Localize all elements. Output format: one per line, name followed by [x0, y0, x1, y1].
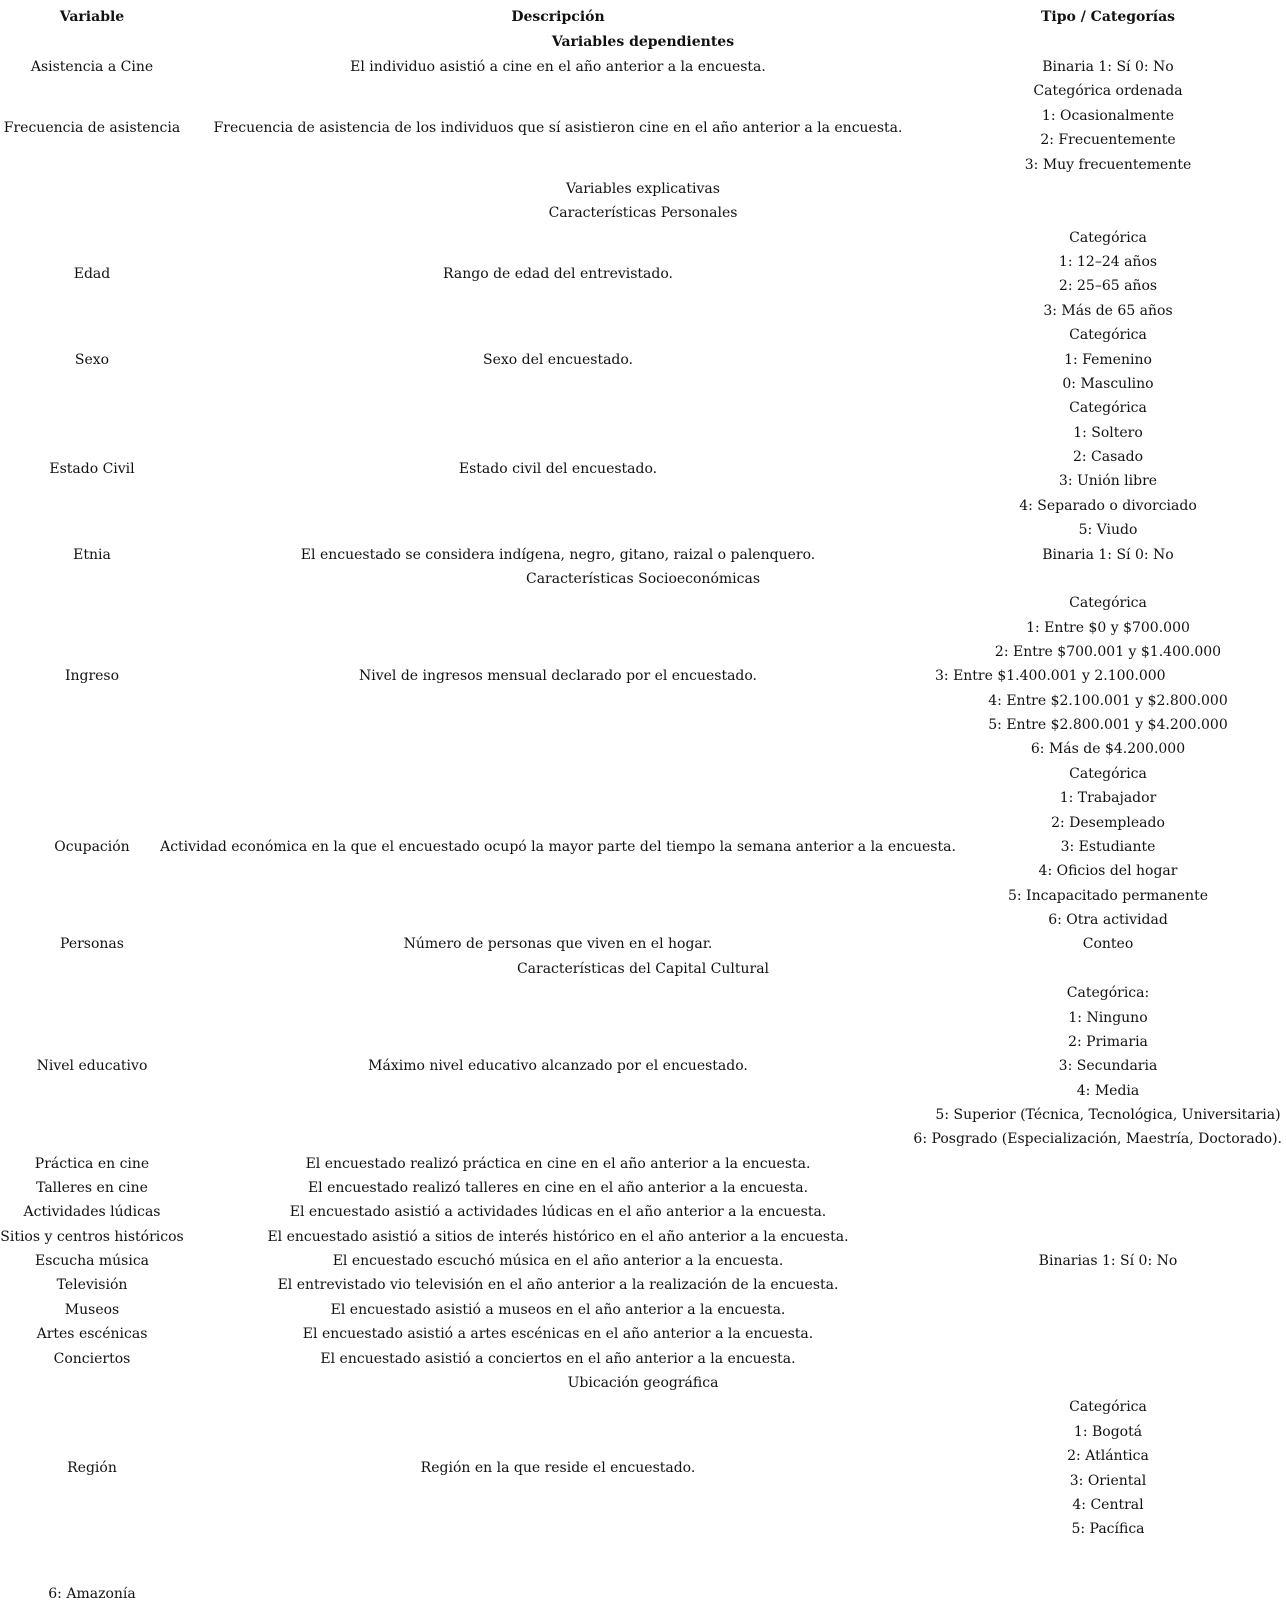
- row-practica-cine-variable: Práctica en cine: [34, 1156, 150, 1172]
- row-region-cat: 2: Atlántica: [1067, 1448, 1149, 1464]
- row-ingreso-variable: Ingreso: [64, 668, 120, 684]
- row-ocupacion-cat: 5: Incapacitado permanente: [1007, 888, 1209, 904]
- header-tipo: Tipo / Categorías: [1040, 9, 1176, 25]
- row-television-variable: Televisión: [56, 1277, 128, 1293]
- row-region-variable: Región: [67, 1460, 117, 1476]
- row-frecuencia-variable: Frecuencia de asistencia: [3, 120, 181, 136]
- row-television-descripcion: El entrevistado vio televisión en el año anterior a la realización de la encuesta.: [277, 1277, 839, 1293]
- section-dependientes: Variables dependientes: [551, 34, 735, 50]
- row-ocupacion-cat: 3: Estudiante: [1060, 839, 1156, 855]
- row-ingreso-cat: 5: Entre $2.800.001 y $4.200.000: [988, 717, 1228, 733]
- row-estado-civil-descripcion: Estado civil del encuestado.: [458, 461, 658, 477]
- row-ingreso-descripcion: Nivel de ingresos mensual declarado por el encuestado.: [358, 668, 758, 684]
- row-nivel-educativo-cat: 1: Ninguno: [1068, 1010, 1148, 1026]
- row-estado-civil-cat: 3: Unión libre: [1058, 473, 1158, 489]
- section-socioeconomicas: Características Socioeconómicas: [525, 571, 761, 587]
- header-descripcion: Descripción: [511, 9, 605, 25]
- row-ingreso-cat: 1: Entre $0 y $700.000: [1026, 620, 1190, 636]
- row-nivel-educativo-descripcion: Máximo nivel educativo alcanzado por el encuestado.: [368, 1058, 748, 1074]
- section-personales: Características Personales: [548, 205, 738, 221]
- row-estado-civil-tipo: Categórica: [1069, 400, 1147, 416]
- row-sitios-historicos-variable: Sitios y centros históricos: [0, 1229, 184, 1245]
- row-estado-civil-cat: 2: Casado: [1072, 449, 1144, 465]
- row-estado-civil-cat: 4: Separado o divorciado: [1019, 498, 1197, 514]
- row-sitios-historicos-descripcion: El encuestado asistió a sitios de interés histórico en el año anterior a la encuesta.: [267, 1229, 849, 1245]
- row-nivel-educativo-cat: 5: Superior (Técnica, Tecnológica, Universitaria): [935, 1107, 1281, 1123]
- row-estado-civil-cat: 5: Viudo: [1078, 522, 1138, 538]
- row-edad-cat: 1: 12–24 años: [1058, 254, 1158, 270]
- row-artes-escenicas-variable: Artes escénicas: [36, 1326, 148, 1342]
- row-sexo-descripcion: Sexo del encuestado.: [482, 352, 634, 368]
- section-explicativas: Variables explicativas: [566, 181, 720, 197]
- row-nivel-educativo-variable: Nivel educativo: [36, 1058, 148, 1074]
- row-frecuencia-cat: 2: Frecuentemente: [1040, 132, 1176, 148]
- row-nivel-educativo-cat: 4: Media: [1076, 1083, 1140, 1099]
- row-personas-descripcion: Número de personas que viven en el hogar.: [403, 936, 713, 952]
- row-frecuencia-cat: 1: Ocasionalmente: [1041, 108, 1175, 124]
- row-actividades-ludicas-descripcion: El encuestado asistió a actividades lúdicas en el año anterior a la encuesta.: [289, 1204, 827, 1220]
- row-edad-descripcion: Rango de edad del entrevistado.: [443, 266, 673, 282]
- row-ocupacion-cat: 1: Trabajador: [1059, 790, 1157, 806]
- row-edad-cat: 3: Más de 65 años: [1043, 303, 1173, 319]
- row-region-cat: 3: Oriental: [1069, 1473, 1147, 1489]
- row-ocupacion-descripcion: Actividad económica en la que el encuestado ocupó la mayor parte del tiempo la semana anterior a la encuesta.: [160, 839, 956, 855]
- row-etnia-tipo: Binaria 1: Sí 0: No: [1042, 547, 1174, 563]
- row-ocupacion-tipo: Categórica: [1069, 766, 1147, 782]
- row-asistencia-descripcion: El individuo asistió a cine en el año anterior a la encuesta.: [350, 59, 766, 75]
- row-ingreso-cat: 4: Entre $2.100.001 y $2.800.000: [988, 693, 1228, 709]
- row-museos-descripcion: El encuestado asistió a museos en el año anterior a la encuesta.: [330, 1302, 786, 1318]
- row-etnia-descripcion: El encuestado se considera indígena, negro, gitano, raizal o palenquero.: [300, 547, 816, 563]
- row-ocupacion-cat: 4: Oficios del hogar: [1038, 863, 1178, 879]
- row-binarias-tipo: Binarias 1: Sí 0: No: [1038, 1253, 1178, 1269]
- row-ocupacion-variable: Ocupación: [54, 839, 130, 855]
- row-nivel-educativo-cat: 2: Primaria: [1068, 1034, 1148, 1050]
- row-region-cat: 1: Bogotá: [1073, 1424, 1143, 1440]
- row-nivel-educativo-tipo: Categórica:: [1066, 985, 1150, 1001]
- section-capital-cultural: Características del Capital Cultural: [516, 961, 770, 977]
- row-escucha-musica-variable: Escucha música: [34, 1253, 150, 1269]
- section-ubicacion: Ubicación geográfica: [567, 1375, 719, 1391]
- row-conciertos-variable: Conciertos: [53, 1351, 131, 1367]
- row-ocupacion-cat: 2: Desempleado: [1051, 815, 1165, 831]
- row-ingreso-tipo: Categórica: [1069, 595, 1147, 611]
- header-variable: Variable: [59, 9, 125, 25]
- row-asistencia-tipo: Binaria 1: Sí 0: No: [1042, 59, 1174, 75]
- row-sexo-variable: Sexo: [74, 352, 110, 368]
- row-region-descripcion: Región en la que reside el encuestado.: [420, 1460, 696, 1476]
- row-talleres-cine-variable: Talleres en cine: [36, 1180, 148, 1196]
- row-ingreso-cat: 6: Más de $4.200.000: [1030, 741, 1186, 757]
- row-personas-variable: Personas: [60, 936, 124, 952]
- row-conciertos-descripcion: El encuestado asistió a conciertos en el año anterior a la encuesta.: [320, 1351, 796, 1367]
- row-edad-cat: 2: 25–65 años: [1058, 278, 1158, 294]
- row-region-tipo: Categórica: [1069, 1399, 1147, 1415]
- row-escucha-musica-descripcion: El encuestado escuchó música en el año anterior a la encuesta.: [332, 1253, 784, 1269]
- row-frecuencia-tipo: Categórica ordenada: [1033, 83, 1183, 99]
- row-sexo-cat: 1: Femenino: [1064, 352, 1152, 368]
- row-region-cat: 4: Central: [1072, 1497, 1144, 1513]
- row-estado-civil-cat: 1: Soltero: [1073, 425, 1143, 441]
- row-practica-cine-descripcion: El encuestado realizó práctica en cine en el año anterior a la encuesta.: [305, 1156, 811, 1172]
- row-artes-escenicas-descripcion: El encuestado asistió a artes escénicas en el año anterior a la encuesta.: [302, 1326, 814, 1342]
- row-personas-tipo: Conteo: [1082, 936, 1134, 952]
- row-frecuencia-cat: 3: Muy frecuentemente: [1024, 157, 1192, 173]
- row-talleres-cine-descripcion: El encuestado realizó talleres en cine en el año anterior a la encuesta.: [307, 1180, 809, 1196]
- row-sexo-cat: 0: Masculino: [1062, 376, 1154, 392]
- row-edad-variable: Edad: [73, 266, 111, 282]
- row-sexo-tipo: Categórica: [1069, 327, 1147, 343]
- row-ingreso-cat: 3: Entre $1.400.001 y 2.100.000: [935, 668, 1166, 684]
- row-edad-tipo: Categórica: [1069, 230, 1147, 246]
- row-etnia-variable: Etnia: [73, 547, 111, 563]
- row-actividades-ludicas-variable: Actividades lúdicas: [23, 1204, 161, 1220]
- row-nivel-educativo-cat: 6: Posgrado (Especialización, Maestría, Doctorado).: [913, 1131, 1282, 1147]
- row-frecuencia-descripcion: Frecuencia de asistencia de los individuos que sí asistieron cine en el año anterior a la encuesta.: [213, 120, 903, 136]
- row-ingreso-cat: 2: Entre $700.001 y $1.400.000: [994, 644, 1222, 660]
- row-region-overflow: 6: Amazonía: [48, 1586, 136, 1602]
- row-museos-variable: Museos: [64, 1302, 120, 1318]
- row-region-cat: 5: Pacífica: [1071, 1521, 1145, 1537]
- row-asistencia-variable: Asistencia a Cine: [30, 59, 154, 75]
- row-nivel-educativo-cat: 3: Secundaria: [1058, 1058, 1158, 1074]
- row-estado-civil-variable: Estado Civil: [49, 461, 135, 477]
- row-ocupacion-cat: 6: Otra actividad: [1048, 912, 1168, 928]
